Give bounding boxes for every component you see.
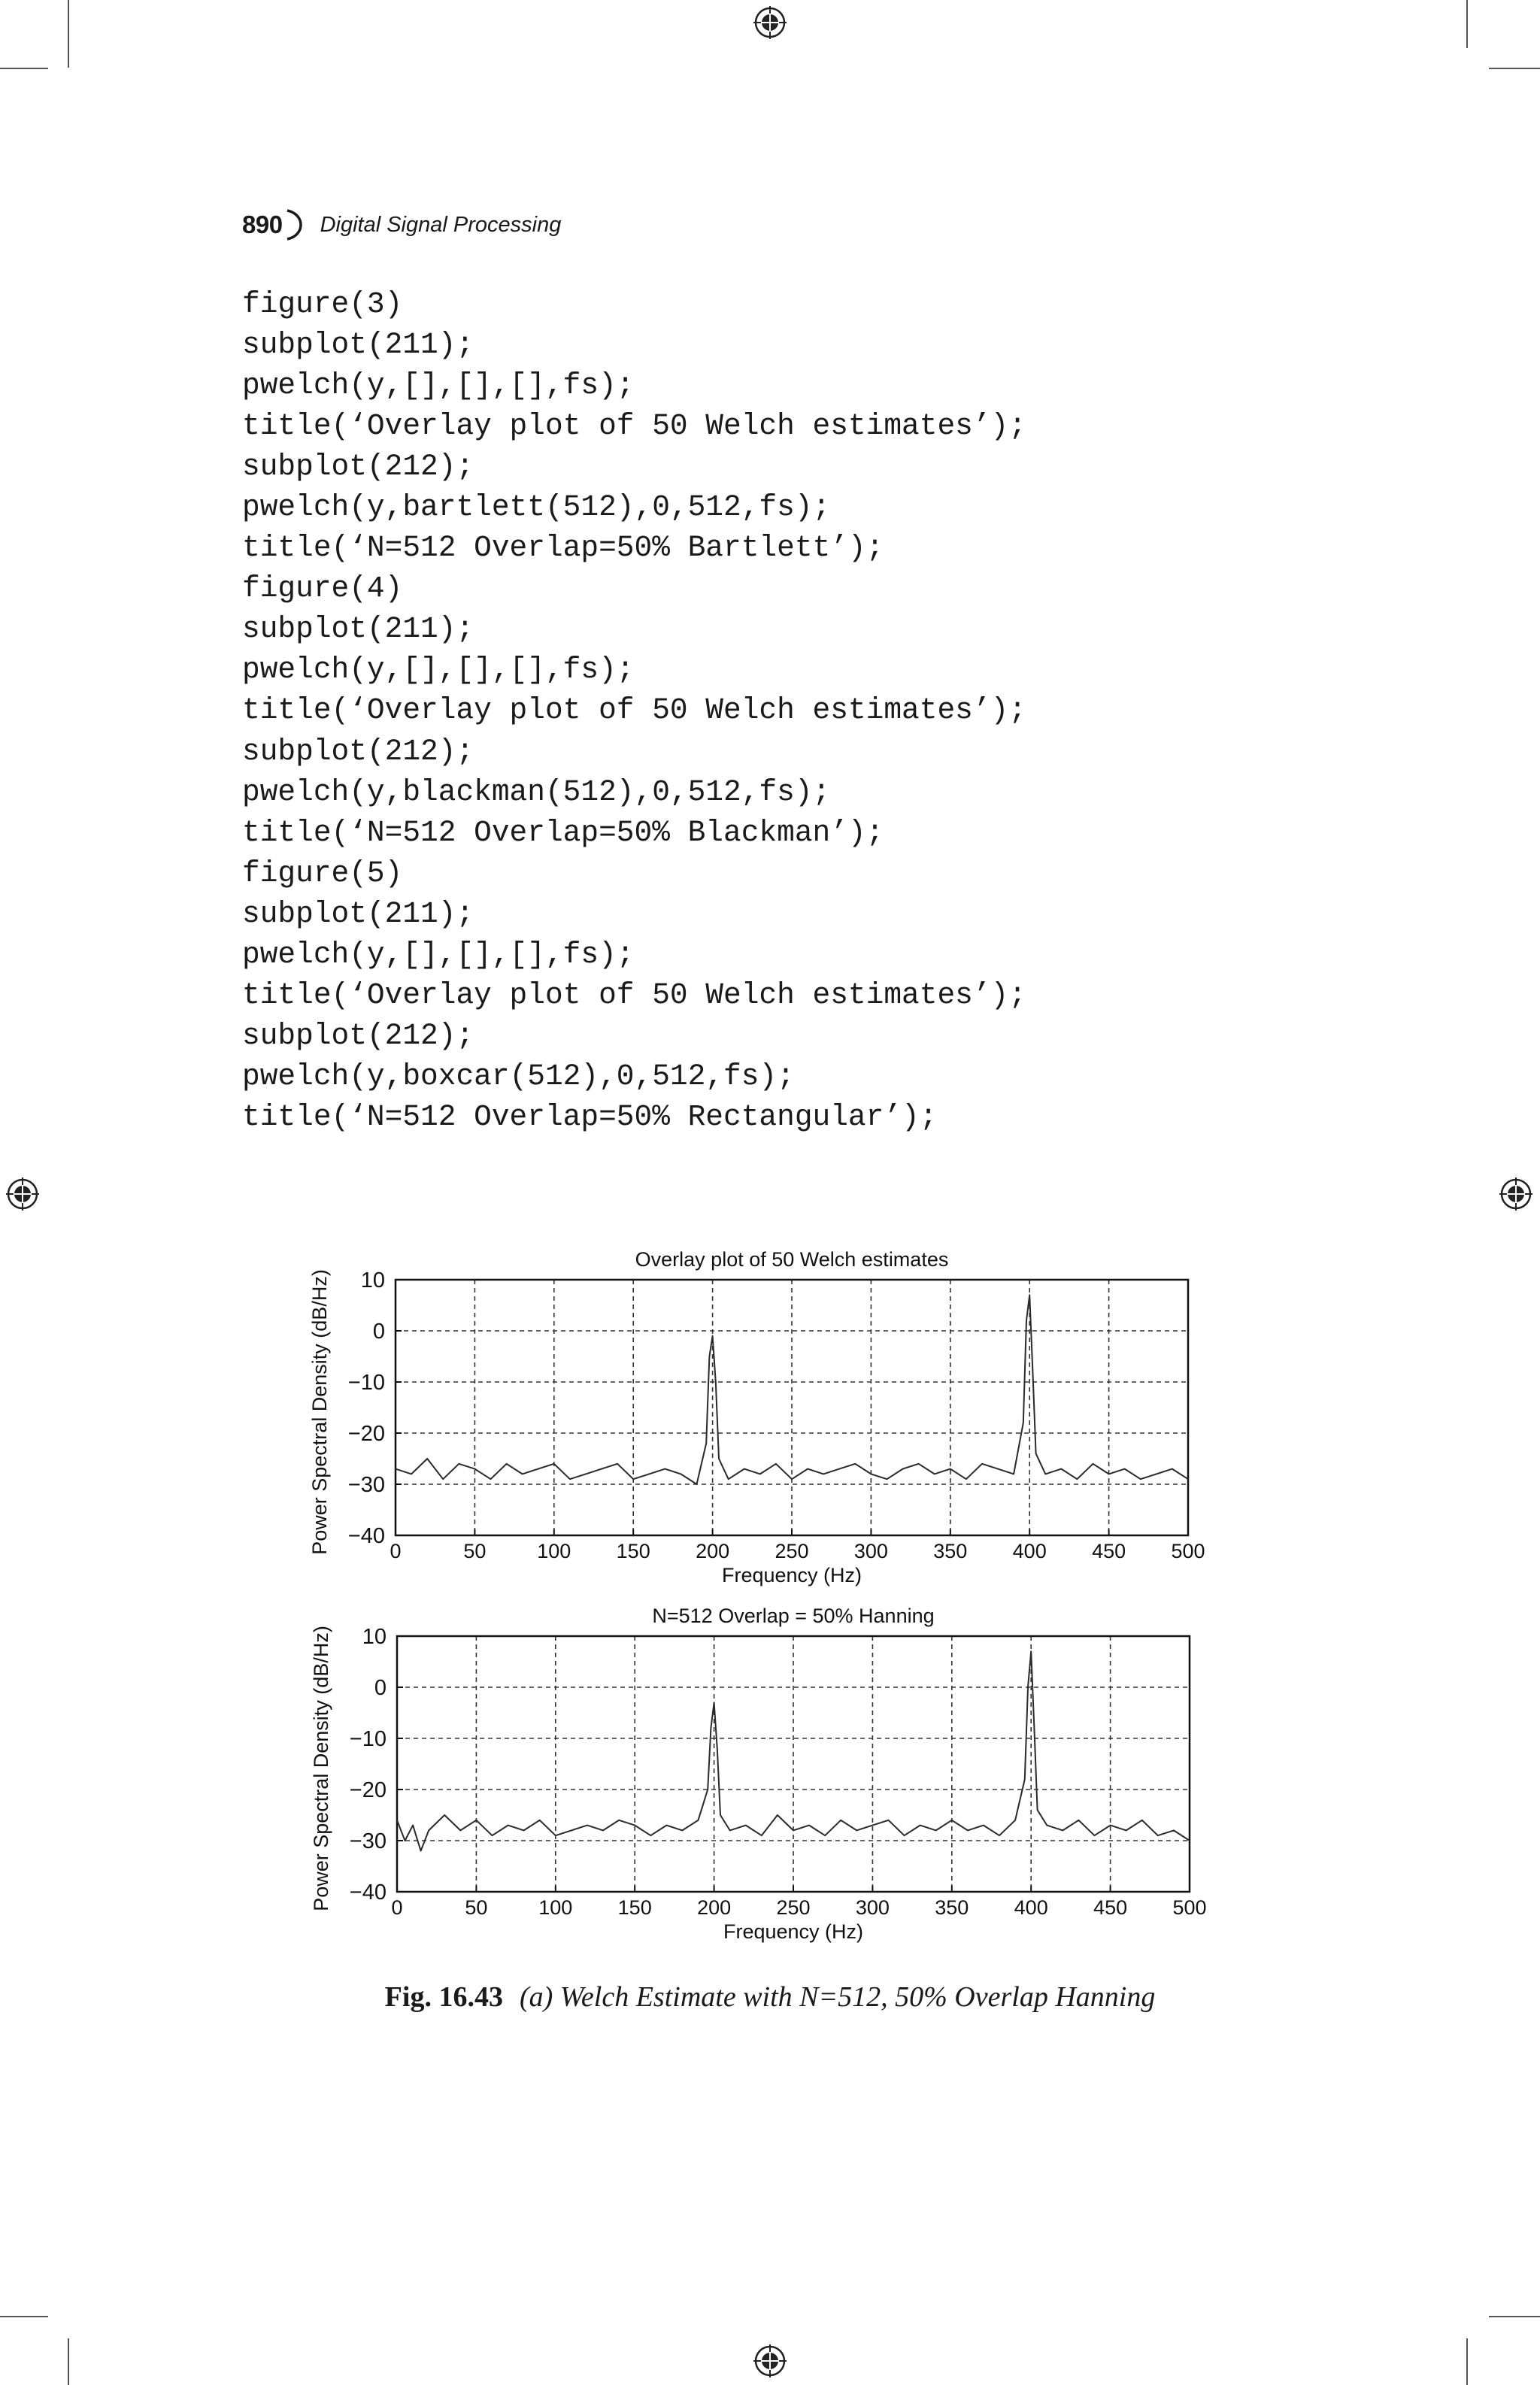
y-tick-label: −40 (347, 1524, 385, 1548)
code-line: pwelch(y,bartlett(512),0,512,fs); (242, 490, 831, 525)
code-line: subplot(211); (242, 328, 474, 362)
code-line: subplot(211); (242, 612, 474, 647)
code-line: title(‘Overlay plot of 50 Welch estimates’); (242, 693, 1026, 728)
code-line: pwelch(y,[],[],[],fs); (242, 653, 635, 687)
y-tick-label: −30 (349, 1829, 387, 1853)
crop-mark (1489, 68, 1540, 69)
x-tick-label: 500 (1172, 1896, 1207, 1919)
crop-mark (0, 68, 48, 69)
x-tick-label: 150 (617, 1896, 652, 1919)
code-line: figure(5) (242, 856, 403, 890)
y-axis-label: Power Spectral Density (dB/Hz) (308, 1269, 331, 1555)
x-tick-label: 300 (853, 1540, 888, 1562)
x-tick-label: 150 (616, 1540, 650, 1562)
x-tick-label: 400 (1014, 1896, 1048, 1919)
running-title: Digital Signal Processing (320, 212, 562, 237)
x-tick-label: 50 (465, 1896, 488, 1919)
figure (301, 1248, 1233, 1985)
crop-mark (0, 2316, 48, 2317)
code-line: title(‘Overlay plot of 50 Welch estimates’); (242, 409, 1026, 444)
crop-mark (68, 0, 69, 68)
code-line: title(‘N=512 Overlap=50% Bartlett’); (242, 531, 884, 565)
code-line: title(‘N=512 Overlap=50% Blackman’); (242, 815, 884, 850)
x-tick-label: 200 (696, 1540, 730, 1562)
x-tick-label: 400 (1012, 1540, 1047, 1562)
y-tick-label: 0 (374, 1676, 387, 1700)
x-tick-label: 200 (697, 1896, 732, 1919)
code-line: subplot(212); (242, 734, 474, 768)
code-line: subplot(211); (242, 896, 474, 931)
chart-2 (310, 1605, 1207, 1943)
x-tick-label: 350 (933, 1540, 968, 1562)
x-tick-label: 250 (776, 1896, 811, 1919)
y-tick-label: −10 (349, 1727, 387, 1751)
crop-mark (68, 2338, 69, 2385)
y-tick-label: −20 (347, 1422, 385, 1446)
code-line: pwelch(y,blackman(512),0,512,fs); (242, 774, 831, 809)
figure-label: Fig. 16.43 (384, 1981, 503, 2013)
y-tick-label: 10 (360, 1268, 385, 1293)
x-tick-label: 300 (855, 1896, 890, 1919)
x-axis-label: Frequency (Hz) (721, 1564, 862, 1586)
x-tick-label: 100 (537, 1540, 571, 1562)
y-axis-label: Power Spectral Density (dB/Hz) (310, 1626, 332, 1911)
x-tick-label: 250 (775, 1540, 809, 1562)
chart-1 (308, 1248, 1205, 1586)
x-tick-label: 0 (391, 1896, 403, 1919)
welch-psd-figure (301, 1248, 1233, 1985)
x-tick-label: 0 (390, 1540, 402, 1562)
x-axis-label: Frequency (Hz) (723, 1920, 864, 1943)
page-number: 890 (242, 211, 283, 238)
registration-mark-icon (753, 6, 787, 39)
y-tick-label: −20 (349, 1778, 387, 1802)
y-tick-label: −10 (347, 1371, 385, 1395)
code-line: subplot(212); (242, 450, 474, 484)
crop-mark (1466, 2338, 1468, 2385)
y-tick-label: −30 (347, 1473, 385, 1497)
code-line: figure(4) (242, 571, 403, 606)
registration-mark-icon (1499, 1177, 1532, 1211)
crop-mark (1466, 0, 1468, 48)
y-tick-label: −40 (349, 1880, 387, 1905)
x-tick-label: 350 (935, 1896, 969, 1919)
y-tick-label: 0 (372, 1320, 385, 1344)
figure-caption-text: (a) Welch Estimate with N=512, 50% Overlap Hanning (519, 1981, 1156, 2013)
registration-mark-icon (753, 2344, 787, 2377)
x-tick-label: 450 (1093, 1896, 1128, 1919)
x-tick-label: 500 (1171, 1540, 1205, 1562)
figure-caption (0, 1980, 1540, 2014)
code-line: pwelch(y,[],[],[],fs); (242, 937, 635, 971)
code-line: figure(3) (242, 287, 403, 321)
code-line: title(‘Overlay plot of 50 Welch estimates’); (242, 977, 1026, 1012)
running-header (242, 206, 561, 244)
code-line: subplot(212); (242, 1018, 474, 1053)
x-tick-label: 50 (463, 1540, 487, 1562)
registration-mark-icon (6, 1177, 39, 1211)
code-listing (242, 284, 1026, 1138)
chart-title: N=512 Overlap = 50% Hanning (652, 1605, 935, 1627)
x-tick-label: 100 (538, 1896, 573, 1919)
page-arc-icon (284, 208, 304, 241)
chart-title: Overlay plot of 50 Welch estimates (635, 1248, 949, 1271)
x-tick-label: 450 (1092, 1540, 1126, 1562)
code-line: pwelch(y,[],[],[],fs); (242, 368, 635, 403)
crop-mark (1489, 2316, 1540, 2317)
code-line: title(‘N=512 Overlap=50% Rectangular’); (242, 1099, 938, 1134)
y-tick-label: 10 (362, 1625, 387, 1649)
code-line: pwelch(y,boxcar(512),0,512,fs); (242, 1059, 795, 1093)
